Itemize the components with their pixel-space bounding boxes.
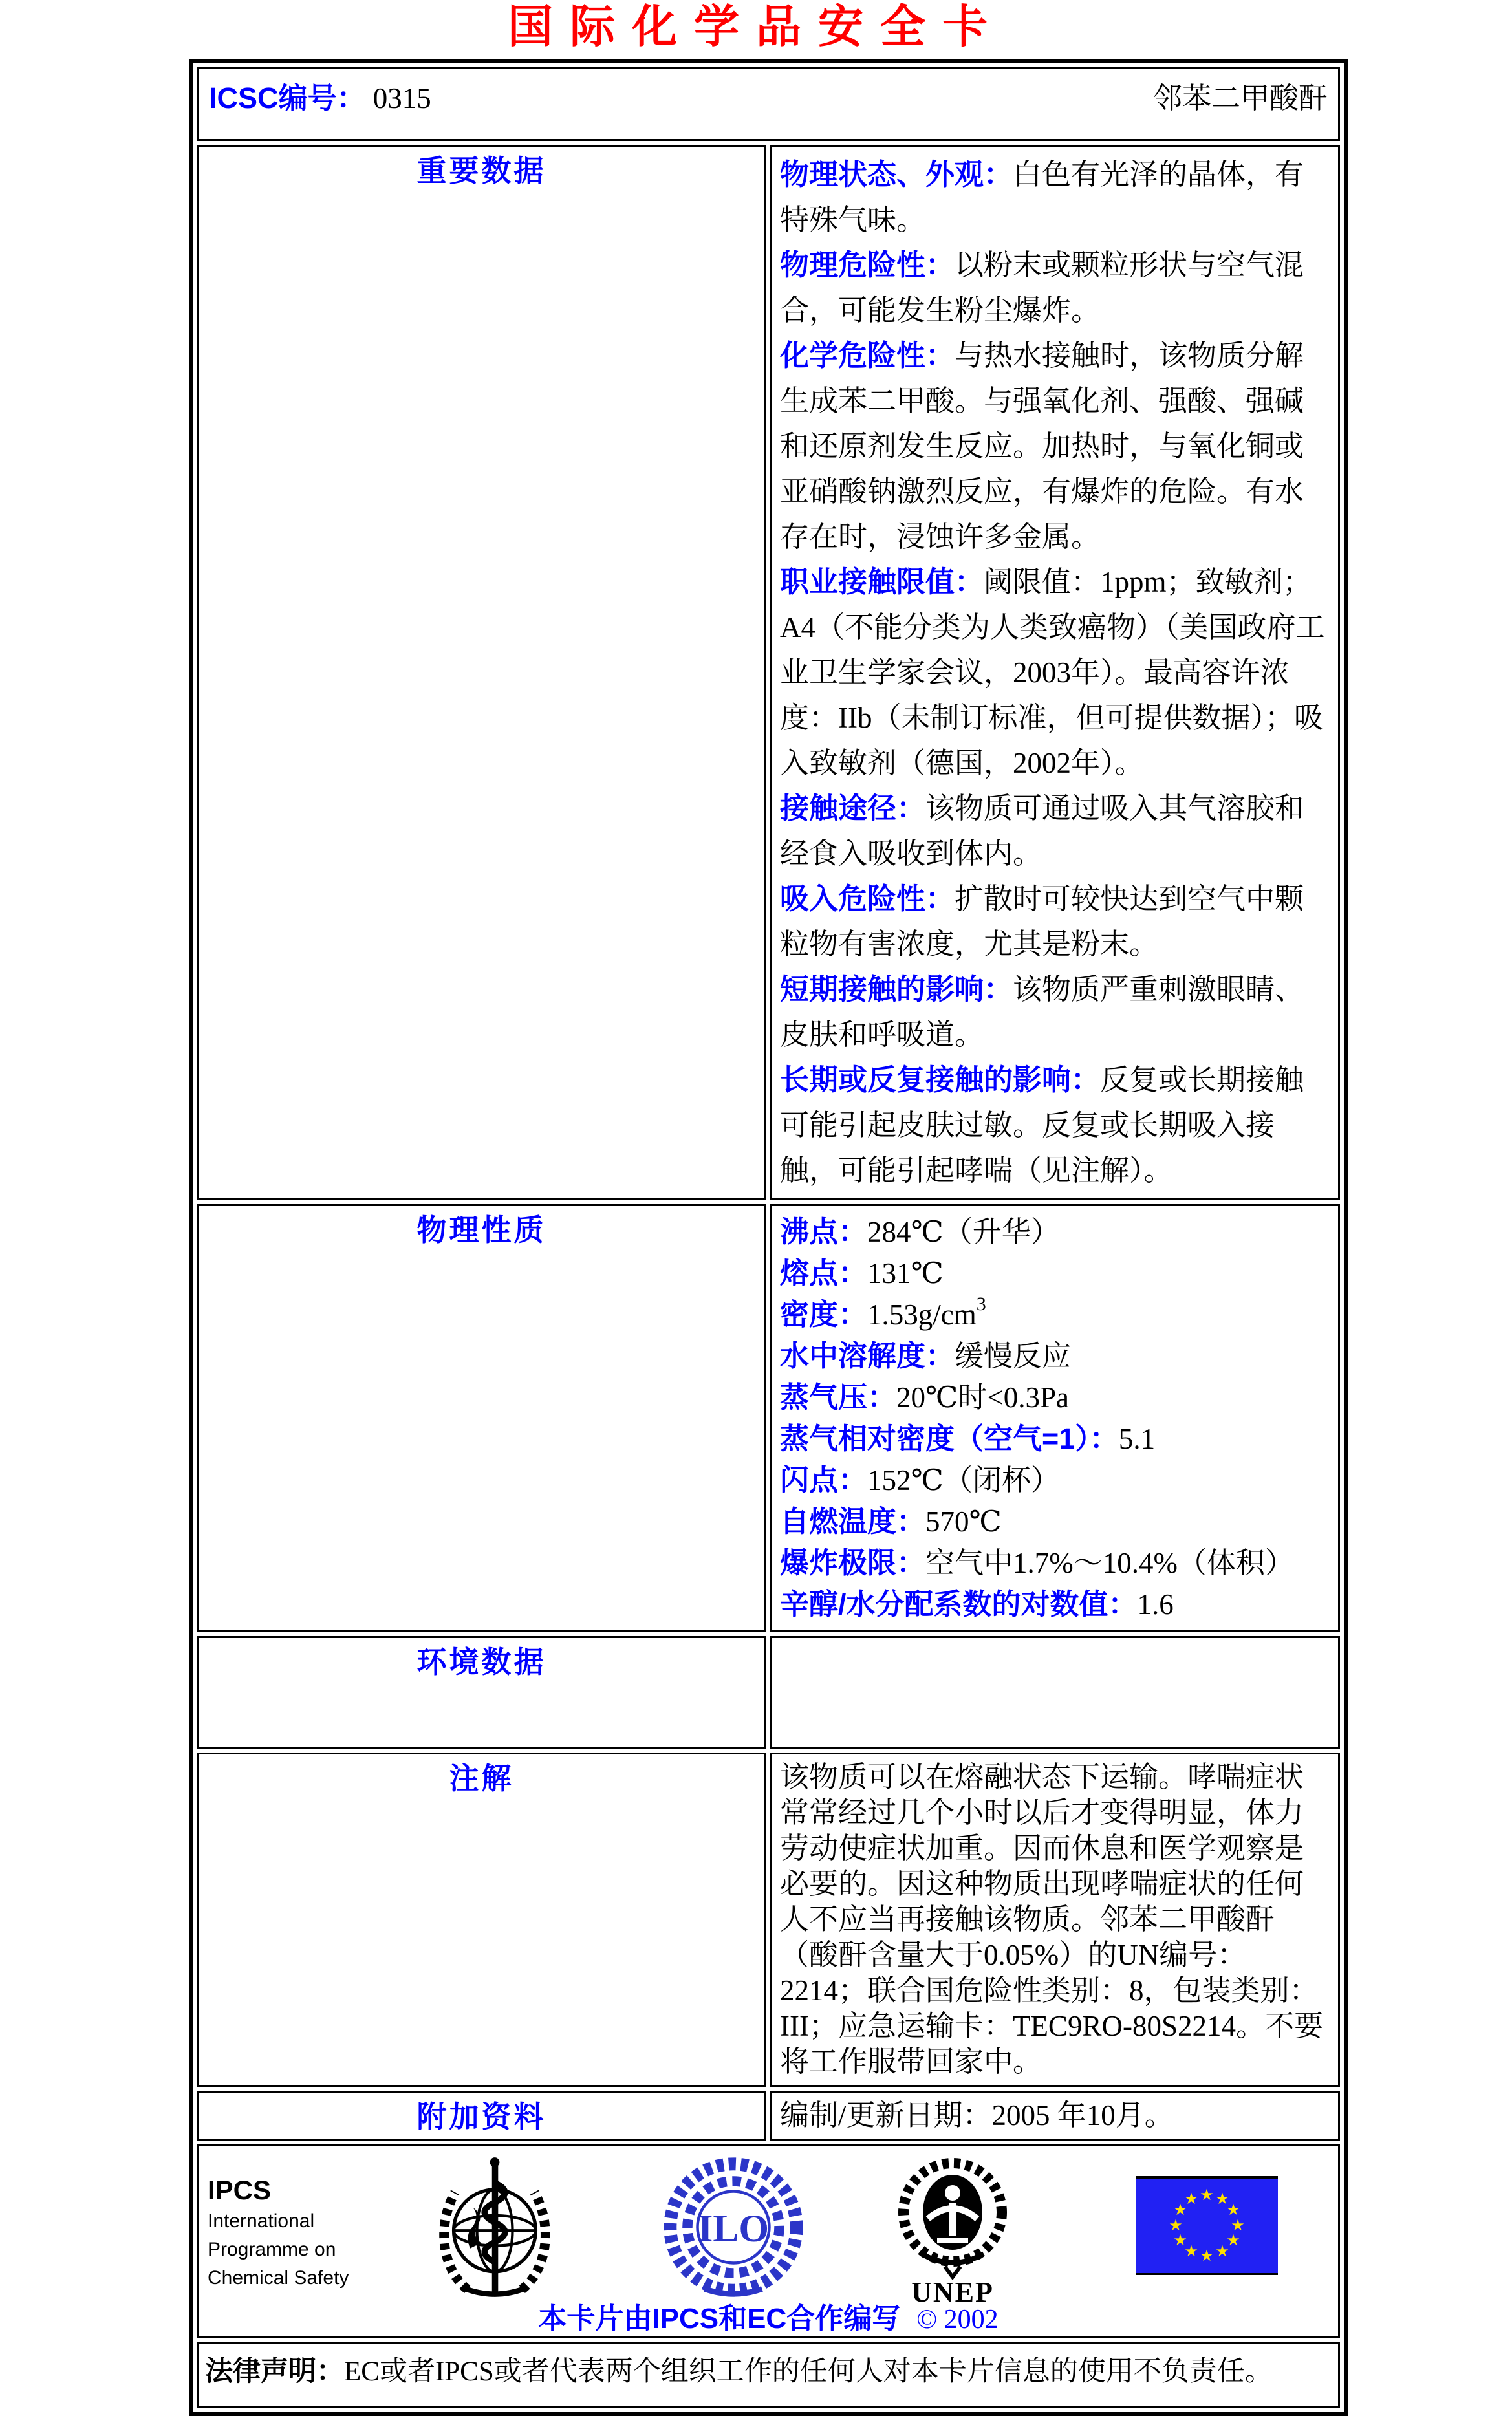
svg-text:★: ★ xyxy=(1215,2190,1229,2208)
field-inhalation-risk: 吸入危险性：扩散时可较快达到空气中颗粒物有害浓度，尤其是粉末。 xyxy=(780,882,1304,960)
section-label-additional-info: 附加资料 xyxy=(197,2091,766,2141)
field-flash-point: 闪点：152℃（闭杯） xyxy=(780,1463,1060,1496)
field-physical-danger: 物理危险性：以粉末或颗粒形状与空气混合，可能发生粉尘爆炸。 xyxy=(780,248,1304,327)
credit-text: 本卡片由IPCS和EC合作编写 xyxy=(538,2303,901,2335)
legal-notice-label: 法律声明： xyxy=(205,2356,344,2387)
important-data-content xyxy=(770,145,1340,1200)
header-row xyxy=(197,67,1340,141)
svg-text:★: ★ xyxy=(1231,2216,1245,2234)
density-superscript: 3 xyxy=(976,1293,986,1315)
environmental-data-row xyxy=(197,1636,1340,1749)
field-short-term-effects: 短期接触的影响：该物质严重刺激眼睛、皮肤和呼吸道。 xyxy=(780,973,1304,1051)
svg-text:★: ★ xyxy=(1169,2216,1183,2234)
field-chemical-danger: 化学危险性：与热水接触时，该物质分解生成苯二甲酸。与强氧化剂、强酸、强碱和还原剂发生反应。加热时，与氧化铜或亚硝酸钠激烈反应，有爆炸的危险。有水存在时，浸蚀许多金属。 xyxy=(780,339,1304,553)
ipcs-text-block xyxy=(208,2155,402,2292)
section-label-notes: 注解 xyxy=(197,1753,766,2087)
copyright-year: © 2002 xyxy=(916,2305,999,2335)
additional-info-content: 编制/更新日期：2005 年10月。 xyxy=(770,2091,1340,2141)
field-boiling-point: 沸点：284℃（升华） xyxy=(780,1215,1060,1248)
svg-text:★: ★ xyxy=(1173,2201,1187,2219)
field-vapor-pressure: 蒸气压：20℃时<0.3Pa xyxy=(780,1381,1069,1414)
section-label-important-data: 重要数据 xyxy=(197,145,766,1200)
field-autoignition-temperature: 自燃温度：570℃ xyxy=(780,1505,1002,1538)
physical-properties-row xyxy=(197,1204,1340,1632)
icsc-number-value: 0315 xyxy=(373,82,431,114)
svg-text:★: ★ xyxy=(1226,2201,1240,2219)
physical-properties-content xyxy=(770,1204,1340,1632)
field-relative-vapor-density: 蒸气相对密度（空气=1）：5.1 xyxy=(780,1422,1156,1455)
field-explosive-limits: 爆炸极限：空气中1.7%～10.4%（体积） xyxy=(780,1546,1294,1579)
icsc-number-label: ICSC编号： xyxy=(209,81,366,114)
field-octanol-water-partition: 辛醇/水分配系数的对数值：1.6 xyxy=(780,1588,1174,1621)
field-long-term-effects: 长期或反复接触的影响：反复或长期接触可能引起皮肤过敏。反复或长期吸入接触，可能引起哮喘（见注解）。 xyxy=(780,1063,1304,1187)
field-routes-of-exposure: 接触途径：该物质可通过吸入其气溶胶和经食入吸收到体内。 xyxy=(780,792,1304,870)
important-data-row xyxy=(197,145,1340,1200)
field-density: 密度：$1.53g/cm^3$ xyxy=(780,1293,986,1331)
ipcs-heading: IPCS xyxy=(208,2175,272,2205)
chemical-name: 邻苯二甲酸酐 xyxy=(1152,82,1328,114)
ipcs-subtitle-line3: Chemical Safety xyxy=(208,2267,349,2289)
legal-notice-row xyxy=(197,2342,1340,2408)
icsc-card-table xyxy=(189,59,1348,2416)
eu-flag xyxy=(1136,2176,1278,2275)
ilo-letters: ILO xyxy=(698,2207,769,2250)
section-label-physical-properties: 物理性质 xyxy=(197,1204,766,1632)
page-title: 国际化学品安全卡 xyxy=(508,3,1004,52)
field-physical-state: 物理状态、外观：白色有光泽的晶体，有特殊气味。 xyxy=(780,158,1304,236)
svg-text:★: ★ xyxy=(1184,2190,1198,2208)
icsc-number-group xyxy=(209,74,431,116)
section-label-environmental-data: 环境数据 xyxy=(197,1636,766,1749)
svg-text:★: ★ xyxy=(1200,2186,1214,2204)
credit-line xyxy=(199,2295,1338,2336)
logos-row xyxy=(197,2144,1340,2338)
unep-logo xyxy=(888,2155,1017,2307)
svg-text:★: ★ xyxy=(1184,2242,1198,2260)
legal-notice-text: EC或者IPCS或者代表两个组织工作的任何人对本卡片信息的使用不负责任。 xyxy=(344,2357,1273,2387)
svg-text:★: ★ xyxy=(1173,2231,1187,2249)
ipcs-subtitle-line1: International xyxy=(208,2210,315,2232)
svg-text:★: ★ xyxy=(1226,2231,1240,2249)
svg-text:★: ★ xyxy=(1200,2247,1214,2265)
logo-strip xyxy=(199,2146,1338,2307)
field-water-solubility: 水中溶解度：缓慢反应 xyxy=(780,1339,1072,1372)
who-logo xyxy=(426,2155,563,2299)
notes-row xyxy=(197,1753,1340,2087)
ipcs-subtitle-line2: Programme on xyxy=(208,2239,336,2260)
additional-info-row xyxy=(197,2091,1340,2141)
svg-text:★: ★ xyxy=(1215,2242,1229,2260)
ilo-logo xyxy=(662,2155,805,2299)
field-occupational-exposure-limits: 职业接触限值：阈限值：1ppm；致敏剂；A4（不能分类为人类致癌物）（美国政府工业卫生学家会议，2003年）。最高容许浓度：IIb（未制订标准，但可提供数据）；吸入致敏剂（德国，2002年）。 xyxy=(780,565,1325,779)
notes-content: 该物质可以在熔融状态下运输。哮喘症状常常经过几个小时以后才变得明显，体力劳动使症状加重。因而休息和医学观察是必要的。因这种物质出现哮喘症状的任何人不应当再接触该物质。邻苯二甲酸酐（酸酐含量大于0.05%）的UN编号：2214；联合国危险性类别：8，包装类别：III；应急运输卡：TEC9RO-80S2214。不要将工作服带回家中。 xyxy=(770,1753,1340,2087)
unep-letters: UNEP xyxy=(911,2276,994,2307)
field-melting-point: 熔点：131℃ xyxy=(780,1257,944,1289)
environmental-data-content xyxy=(770,1636,1340,1749)
